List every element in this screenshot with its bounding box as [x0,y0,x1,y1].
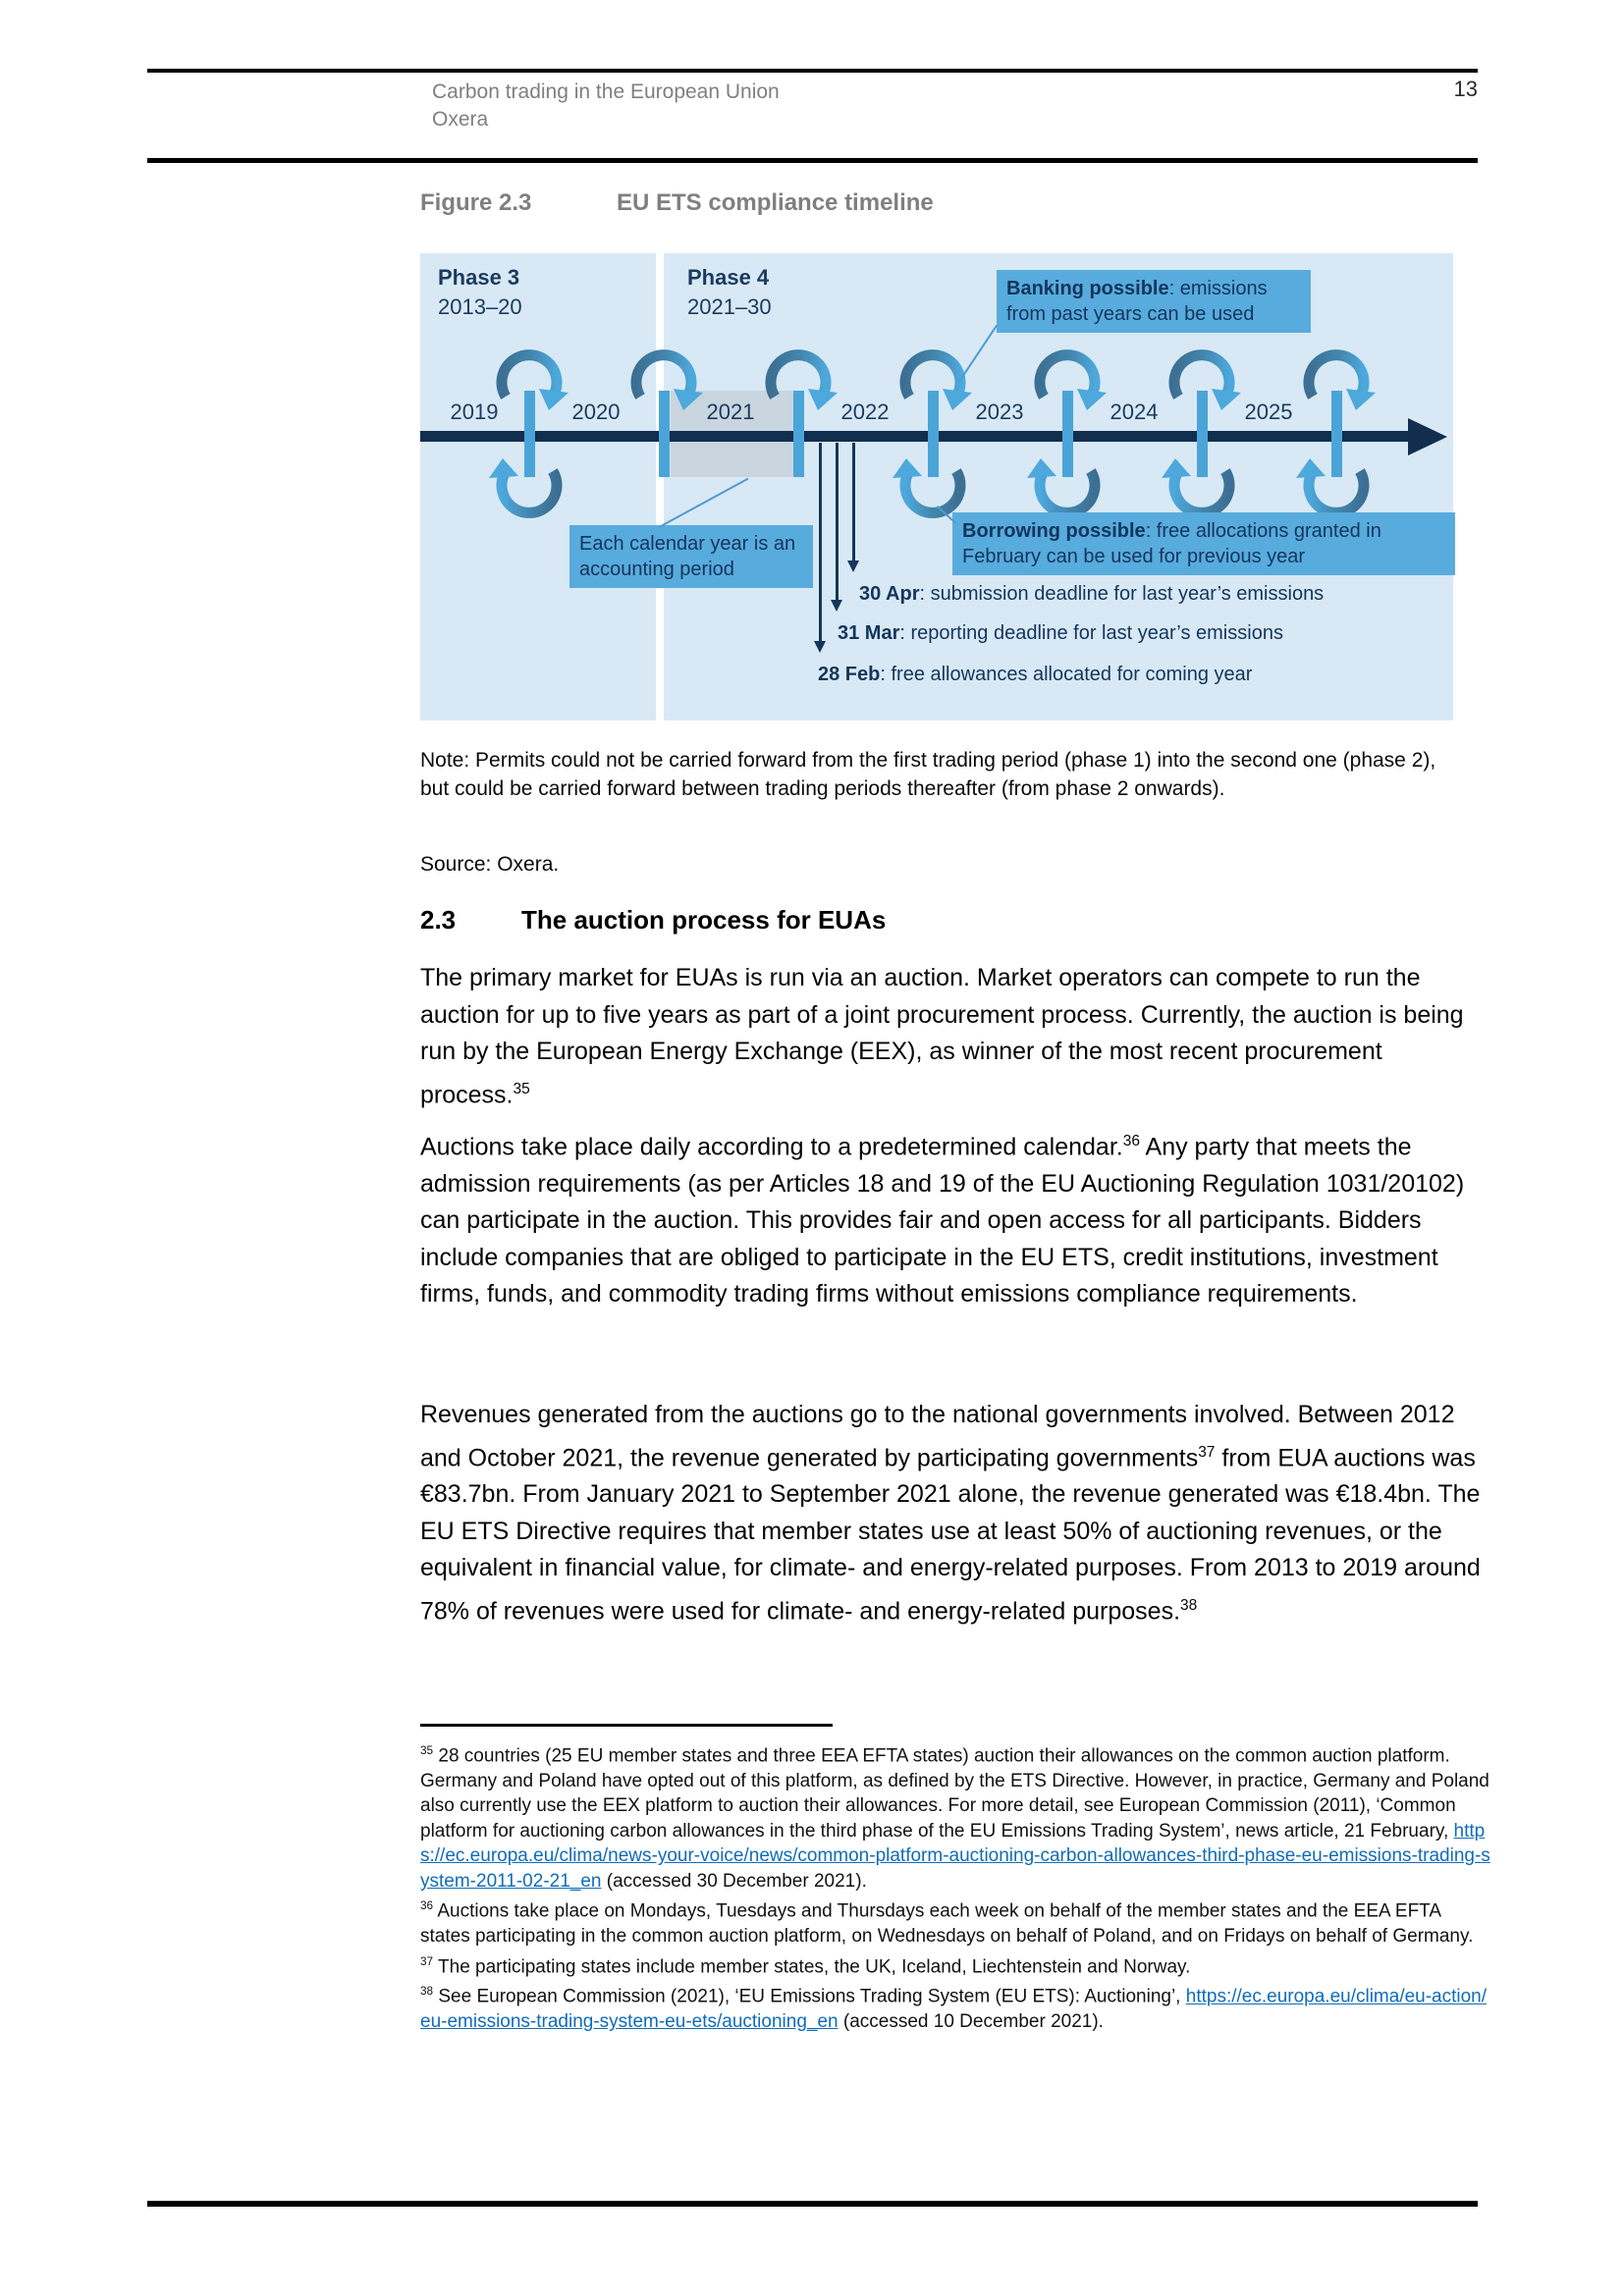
document-subtitle: Oxera [432,108,489,131]
banking-arc-icon [749,347,847,414]
deadline-31-mar: 31 Mar: reporting deadline for last year’s emissions [838,622,1283,644]
banking-arc-icon [1287,347,1385,414]
borrowing-arc-icon [1287,457,1385,520]
footnote-rule [420,1724,833,1727]
footnote-37: $^{37}$ The participating states include member states, the UK, Iceland, Liechtenstein and Norway. [420,1954,1191,1977]
figure-caption [420,189,934,217]
document-title: Carbon trading in the European Union [432,80,780,103]
deadline-arrow-31-mar [836,443,839,607]
footnote-ref-36: 36 [1122,1133,1140,1149]
footnote-38: $^{38}$ See European Commission (2021), ‘EU Emissions Trading System (EU ETS): Auctioning’, https://ec.europa.eu/clima/eu-action/eu-emissions-trading-system-eu-ets/auctioning_en (accessed 10 December 2021). [420,1985,1488,2033]
callout-accounting: Each calendar year is an accounting period [569,525,813,588]
deadline-28-feb: 28 Feb: free allowances allocated for coming year [818,664,1253,685]
figure-note: Note: Permits could not be carried forward from the first trading period (phase 1) into the second one (phase 2), but could be carried forward between trading periods thereafter (from phase 2 onwards). [420,749,1436,800]
footer-rule [147,2201,1478,2207]
year-label: 2025 [1244,400,1293,424]
year-label: 2019 [450,400,499,424]
phase4-label: Phase 4 2021–30 [687,265,772,319]
figure-caption-title: EU ETS compliance timeline [617,189,934,216]
footnote-35: $^{35}$ 28 countries (25 EU member states and three EEA EFTA states) auction their allowances on the common auction platform. Germany and Poland have opted out of this platform, as defined by the ETS Directive. However, in practice, Germany and Poland also currently use the EEX platform to auction their allowances. For more detail, see European Commission (2011), ‘Common platform for auctioning carbon allowances in the third phase of the EU Emissions Trading System’, news article, 21 February, https://ec.europa.eu/clima/news-your-voice/news/common-platform-auctioning-carbon-allowances-third-phase-eu-emissions-trading-system-2011-02-21_en (accessed 30 December 2021). [420,1744,1490,1892]
deadline-30-apr: 30 Apr: submission deadline for last year’s emissions [859,583,1325,605]
figure-source: Source: Oxera. [420,853,560,876]
document-header [432,79,780,133]
year-label: 2021 [706,400,755,424]
callout-borrowing: Borrowing possible: free allocations granted in February can be used for previous year [952,512,1455,575]
borrowing-arc-icon [1018,457,1116,520]
year-label: 2023 [975,400,1024,424]
banking-arc-icon [480,347,578,414]
borrowing-arc-icon [480,457,578,520]
banking-arc-icon [1018,347,1116,414]
year-label: 2022 [840,400,890,424]
header-rule-bottom [147,158,1478,163]
borrowing-arc-icon [1153,457,1251,520]
footnote-ref-38: 38 [1180,1596,1198,1614]
footnote-36: $^{36}$ Auctions take place on Mondays, Tuesdays and Thursdays each week on behalf of the member states and the EEA EFTA states participating in the common auction platform, on Wednesdays on behalf of Poland, and on Fridays on behalf of Germany. [420,1899,1474,1948]
year-label: 2024 [1110,400,1159,424]
footnotes [420,1738,1490,2035]
section-title: The auction process for EUAs [521,905,887,934]
header-rule-top [147,69,1478,73]
timeline-arrow-icon [1408,418,1447,455]
year-label: 2020 [571,400,621,424]
phase3-label: Phase 3 2013–20 [438,265,522,319]
body-paragraph-2: Auctions take place daily according to a predetermined calendar.$^{36}$ Any party that meets the admission requirements (as per Articles 18 and 19 of the EU Auctioning Regulation 1031/20102) can participate in the auction. This provides fair and open access for all participants. Bidders include companies that are obliged to participate in the EU ETS, credit institutions, investment firms, funds, and commodity trading firms without emissions compliance requirements. [420,1133,1465,1308]
footnote-ref-37: 37 [1198,1443,1216,1461]
body-paragraph-3: Revenues generated from the auctions go to the national governments involved. Between 2012 and October 2021, the revenue generated by participating governments$^{37}$ from EUA auctions was €83.7bn. From January 2021 to September 2021 alone, the revenue generated was €18.4bn. The EU ETS Directive requires that member states use at least 50% of auctioning revenues, or the equivalent in financial value, for climate- and energy-related purposes. From 2013 to 2019 around 78% of revenues were used for climate- and energy-related purposes.$^{38}$ [420,1401,1481,1626]
footnote-link-35[interactable]: https://ec.europa.eu/clima/news-your-voice/news/common-platform-auctioning-carbon-allowances-third-phase-eu-emissions-trading-system-2011-02-21_en [420,1820,1490,1892]
banking-arc-icon [615,347,713,414]
banking-arc-icon [1153,347,1251,414]
body-paragraph-1: The primary market for EUAs is run via an auction. Market operators can compete to run the auction for up to five years as part of a joint procurement process. Currently, the auction is being run by the European Energy Exchange (EEX), as winner of the most recent procurement process.$^{35}$ [420,964,1464,1108]
footnote-link-38[interactable]: https://ec.europa.eu/clima/eu-action/eu-emissions-trading-system-eu-ets/auctioning_en [420,1986,1488,2033]
page-number: 13 [1453,77,1478,101]
banking-arc-icon [884,347,982,414]
footnote-ref-35: 35 [513,1080,530,1097]
borrowing-arc-icon [884,457,982,520]
figure-caption-number: Figure 2.3 [420,189,532,216]
timeline [420,431,1410,442]
section-number: 2.3 [420,905,457,934]
deadline-arrow-30-apr [852,443,855,567]
section-heading [420,905,886,935]
deadline-arrow-28-feb [819,443,822,648]
compliance-timeline-figure [420,253,1453,721]
callout-banking: Banking possible: emissions from past years can be used [997,270,1311,333]
